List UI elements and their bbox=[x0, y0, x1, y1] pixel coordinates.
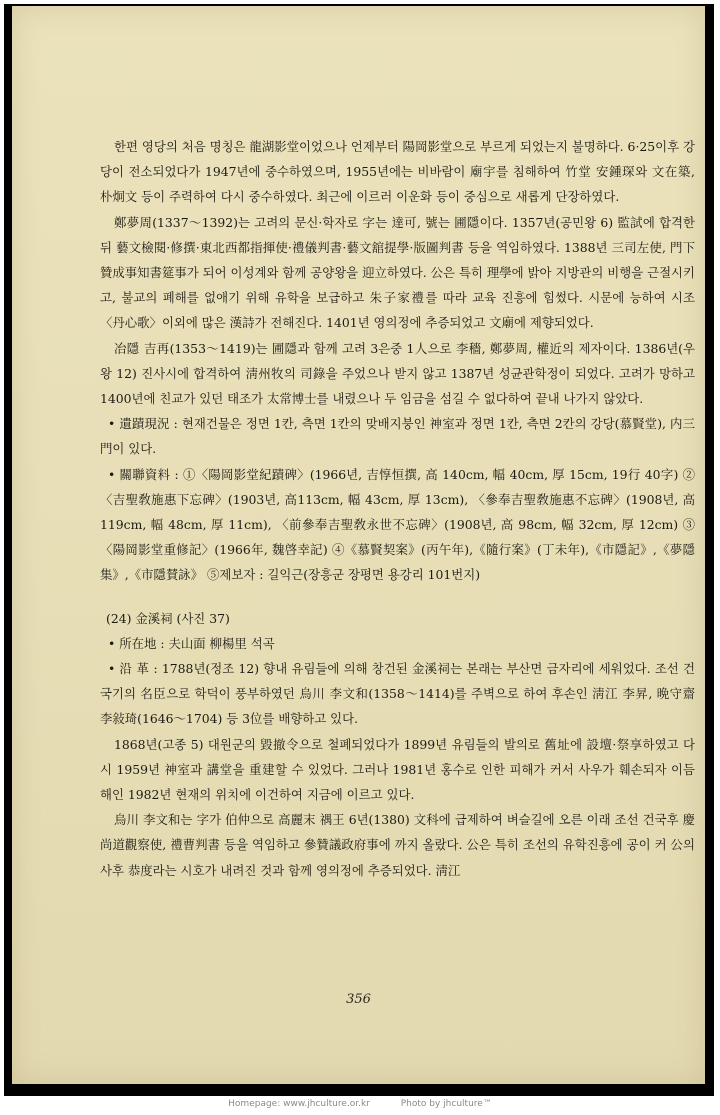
paragraph-gil-jae: 冶隱 吉再(1353～1419)는 圃隱과 함께 고려 3은중 1人으로 李穡, 鄭夢周, 權近의 제자이다. 1386년(우왕 12) 진사시에 합격하여 淸州牧의 司錄을 주었으나 받지 않고 1387년 성균관학정이 되었다. 고려가 망하고 1400년에 친교가 있던 태조가 太常博士를 내렸으나 두 임금을 섬길 수 없다하여 끝내 나가지 않았다. bbox=[100, 340, 695, 407]
page-body bbox=[100, 134, 695, 883]
item-related-materials: • 關聯資料 : ①〈陽岡影堂紀蹟碑〉(1966년, 吉惇恒撰, 高 140cm, 幅 40cm, 厚 15cm, 19行 40字) ②〈吉聖敎施惠下忘碑〉(1903년, 高113cm, 幅 43cm, 厚 13cm), 〈參奉吉聖敎施惠不忘碑〉(1908년, 高 119cm, 幅 48cm, 厚 11cm), 〈前參奉吉聖敎永世不忘碑〉(1908년, 高 98cm, 幅 32cm, 厚 12cm) ③〈陽岡影堂重修記〉(1966年, 魏啓幸記) ④《慕賢契案》(丙午年),《隨行案》(丁未年),《市隱記》,《夢隱集》,《市隱賛詠》 ⑤제보자 : 길익근(장흥군 장평면 용강리 101번지) bbox=[100, 466, 695, 583]
section-heading: (24) 金溪祠 (사진 37) bbox=[106, 610, 230, 626]
paragraph-intro: 한편 영당의 처음 명칭은 龍湖影堂이었으나 언제부터 陽岡影堂으로 부르게 되었는지 불명하다. 6·25이후 강당이 전소되었다가 1947년에 중수하였으며, 1955년에는 비바람이 廟宇를 침해하여 竹堂 安鍾琛와 文在築, 朴炯文 등이 주력하여 다시 중수하였다. 최근에 이르러 이운화 등이 중심으로 새롭게 단장하였다. bbox=[100, 139, 695, 205]
footer-photo-credit: Photo by jhculture™ bbox=[400, 1099, 492, 1109]
footer-homepage: Homepage: www.jhculture.or.kr bbox=[228, 1099, 370, 1109]
paragraph-lee-munhwa: 烏川 李文和는 字가 伯仲으로 高麗末 禑王 6년(1380) 文科에 급제하여 벼슬길에 오른 이래 조선 건국후 慶尚道觀察使, 禮曹判書 등을 역임하고 參贊議政府事에 까지 올랐다. 公은 특히 조선의 유학진흥에 공이 커 公의 사후 恭度라는 시호가 내려진 것과 함께 영의정에 추증되었다. 淸江 bbox=[100, 812, 695, 878]
footer-credits bbox=[0, 1099, 720, 1109]
item-location: • 所在地 : 夫山面 柳楊里 석곡 bbox=[108, 635, 275, 651]
paragraph-history-cont: 1868년(고종 5) 대원군의 毀撤令으로 철폐되었다가 1899년 유림들의 발의로 舊址에 設壇·祭享하였고 다시 1959년 神室과 講堂을 重建할 수 있었다. 그러나 1981년 홍수로 인한 피해가 커서 사우가 훼손되자 이듬해인 1982년 현재의 위치에 이건하여 지금에 이르고 있다. bbox=[100, 736, 695, 803]
paragraph-jeong-mongju: 鄭夢周(1337～1392)는 고려의 문신·학자로 字는 達可, 號는 圃隱이다. 1357년(공민왕 6) 監試에 합격한 뒤 藝文檢閱·修撰·東北西都指揮使·禮儀判書·藝文舘提學·版圖判書 등을 역임하였다. 1388년 三司左使, 門下贊成事知書筵事가 되어 이성계와 함께 공양왕을 迎立하였다. 公은 특히 理學에 밝아 지방관의 비행을 근절시키고, 불교의 폐해를 없애기 위해 유학을 보급하고 朱子家禮를 따라 교육 진흥에 힘썼다. 시문에 능하여 시조 〈丹心歌〉이외에 많은 漢詩가 전해진다. 1401년 영의정에 추증되었고 文廟에 제향되었다. bbox=[100, 214, 695, 331]
item-current-status: • 遺蹟現況 : 현재건물은 정면 1칸, 측면 1칸의 맞배지붕인 神室과 정면 1칸, 측면 2칸의 강당(慕賢堂), 内三門이 있다. bbox=[100, 416, 695, 457]
item-history: • 沿 革 : 1788년(정조 12) 향내 유림들에 의해 창건된 金溪祠는 본래는 부산면 금자리에 세워었다. 조선 건국기의 名臣으로 학덕이 풍부하였던 烏川 李文和(1358～1414)를 주벽으로 하여 후손인 淸江 李昇, 晩守齋 李敍琦(1646～1704) 등 3位를 배향하고 있다. bbox=[100, 661, 695, 727]
page-number: 356 bbox=[346, 992, 371, 1007]
book-page bbox=[12, 6, 705, 1084]
